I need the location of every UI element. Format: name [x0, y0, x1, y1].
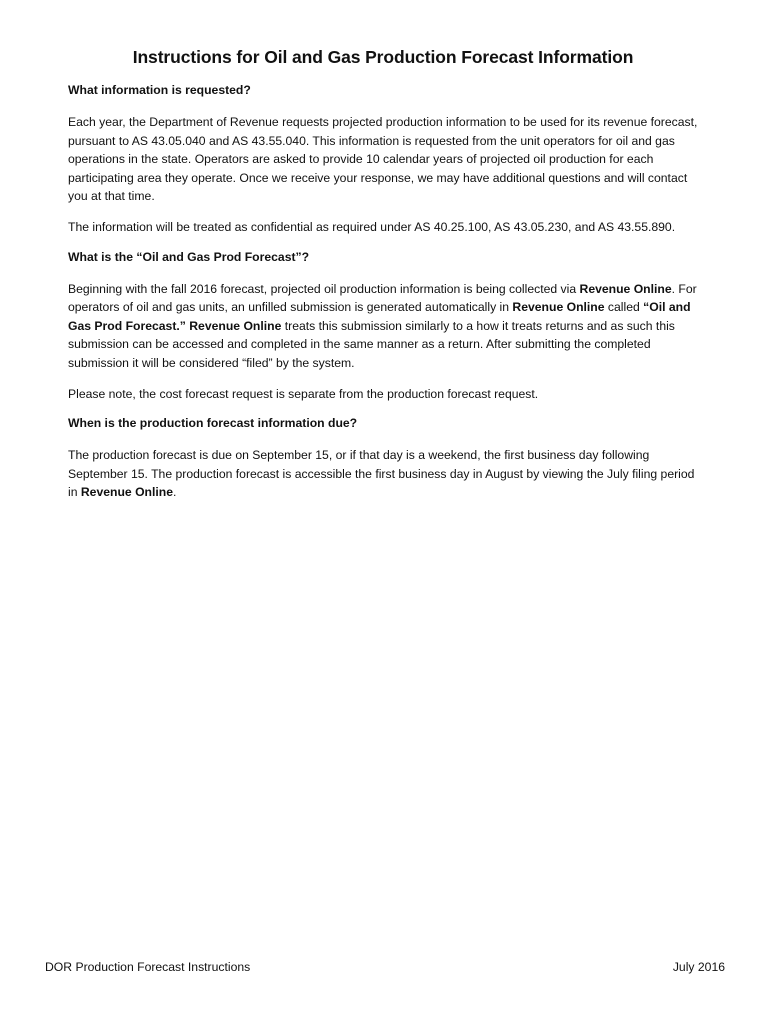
- paragraph-text: treats this submission similarly to a how it treats returns and as such this submission can be accessed and completed in the same manner as a return. After submitting the completed submission it will be considered “filed” by the system.: [68, 318, 675, 370]
- section-what-is-forecast: [68, 249, 698, 404]
- revenue-online-term: Revenue Online: [80, 485, 173, 500]
- paragraph-text: Beginning with the fall 2016 forecast, projected oil production information is being collected via: [68, 281, 580, 296]
- paragraph: [68, 446, 698, 502]
- revenue-online-term: Revenue Online: [189, 318, 282, 333]
- document-title: Instructions for Oil and Gas Production Forecast Information: [132, 47, 634, 67]
- section-when-due: [68, 415, 698, 502]
- paragraph-text: called: [604, 300, 644, 315]
- paragraph: [68, 280, 698, 373]
- document-body: [68, 47, 698, 514]
- section-heading: What is the “Oil and Gas Prod Forecast”?: [68, 249, 310, 264]
- section-heading: What information is requested?: [68, 83, 251, 97]
- footer-document-name: DOR Production Forecast Instructions: [45, 960, 251, 974]
- section-what-information: [68, 82, 698, 237]
- paragraph-text: The production forecast is due on September 15, or if that day is a weekend, the first business day following September 15. The production forecast is accessible the first business day in August by viewing the July filing period in: [68, 448, 695, 500]
- paragraph: The information will be treated as confidential as required under AS 40.25.100, AS 43.05.230, and AS 43.55.890.: [68, 219, 676, 234]
- paragraph-text: .: [172, 485, 177, 500]
- footer-date: July 2016: [672, 960, 725, 974]
- paragraph: Please note, the cost forecast request is separate from the production forecast request.: [68, 386, 539, 401]
- paragraph: Each year, the Department of Revenue requests projected production information to be used for its revenue forecast, pursuant to AS 43.05.040 and AS 43.55.040. This information is requested from the unit operators for oil and gas operations in the state. Operators are asked to provide 10 calendar years of projected oil production for each participating area they operate. Once we receive your response, we may have additional questions and will contact you at that time.: [68, 115, 698, 204]
- submission-name-term: “Oil and Gas Prod Forecast.”: [68, 300, 691, 333]
- paragraph-text: . For operators of oil and gas units, an unfilled submission is generated automatically in: [68, 281, 697, 315]
- section-heading: When is the production forecast information due?: [68, 416, 358, 431]
- revenue-online-term: Revenue Online: [579, 281, 672, 296]
- revenue-online-term: Revenue Online: [512, 300, 605, 315]
